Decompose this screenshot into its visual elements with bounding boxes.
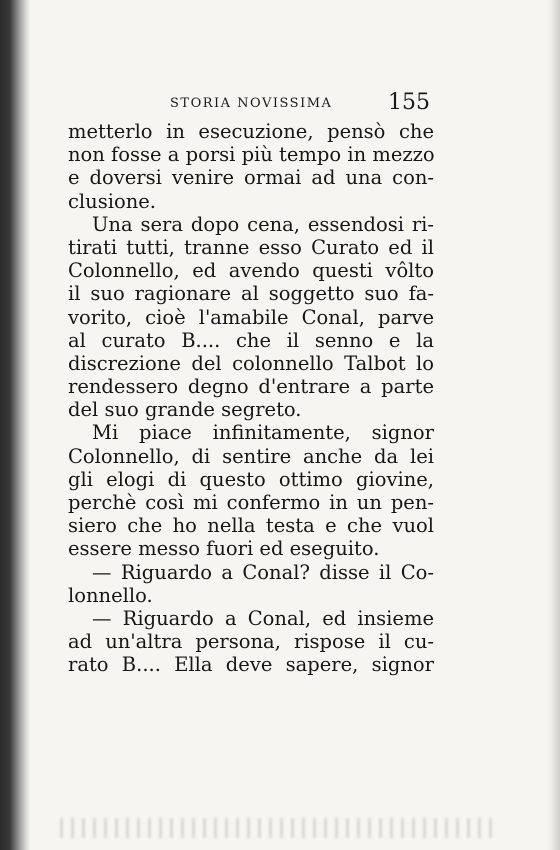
- text-line: vorito, cioè l'amabile Conal, parve: [68, 305, 434, 329]
- text-line: lonnello.: [68, 583, 153, 607]
- text-line: Una sera dopo cena, essendosi ri-: [92, 212, 434, 236]
- text-line: il suo ragionare al soggetto suo fa-: [68, 282, 434, 306]
- text-line: discrezione del colonnello Talbot lo: [68, 351, 434, 375]
- running-title: STORIA NOVISSIMA: [170, 96, 333, 111]
- text-line: Mi piace infinitamente, signor: [92, 421, 434, 445]
- page-header: [70, 90, 430, 116]
- text-line: — Riguardo a Conal, ed insieme: [92, 606, 434, 630]
- text-line: rato B.... Ella deve sapere, signor: [68, 653, 434, 677]
- text-line: Colonnello, ed avendo questi vôlto: [68, 259, 434, 283]
- text-line: ad un'altra persona, rispose il cu-: [68, 630, 434, 654]
- text-line: essere messo fuori ed eseguito.: [68, 537, 380, 561]
- scan-smudge: [60, 818, 500, 838]
- text-line: clusione.: [68, 189, 156, 213]
- text-line: — Riguardo a Conal? disse il Co-: [92, 560, 434, 584]
- text-line: e doversi venire ormai ad una con-: [68, 166, 434, 190]
- text-line: perchè così mi confermo in un pen-: [68, 491, 434, 514]
- text-line: rendessero degno d'entrare a parte: [68, 375, 434, 399]
- text-line: siero che ho nella testa e che vuol: [68, 514, 434, 538]
- text-line: non fosse a porsi più tempo in mezzo: [68, 143, 435, 167]
- page-binding-shadow: [0, 0, 30, 850]
- text-line: Colonnello, di sentire anche da lei: [68, 444, 434, 468]
- text-line: del suo grande segreto.: [68, 398, 302, 422]
- text-line: gli elogi di questo ottimo giovine,: [68, 467, 434, 491]
- text-line: metterlo in esecuzione, pensò che: [68, 120, 434, 143]
- body-text: [68, 120, 434, 677]
- page-number: 155: [388, 90, 430, 115]
- page-edge: [546, 0, 560, 850]
- text-line: tirati tutti, tranne esso Curato ed il: [68, 235, 434, 259]
- text-line: al curato B.... che il senno e la: [68, 328, 434, 352]
